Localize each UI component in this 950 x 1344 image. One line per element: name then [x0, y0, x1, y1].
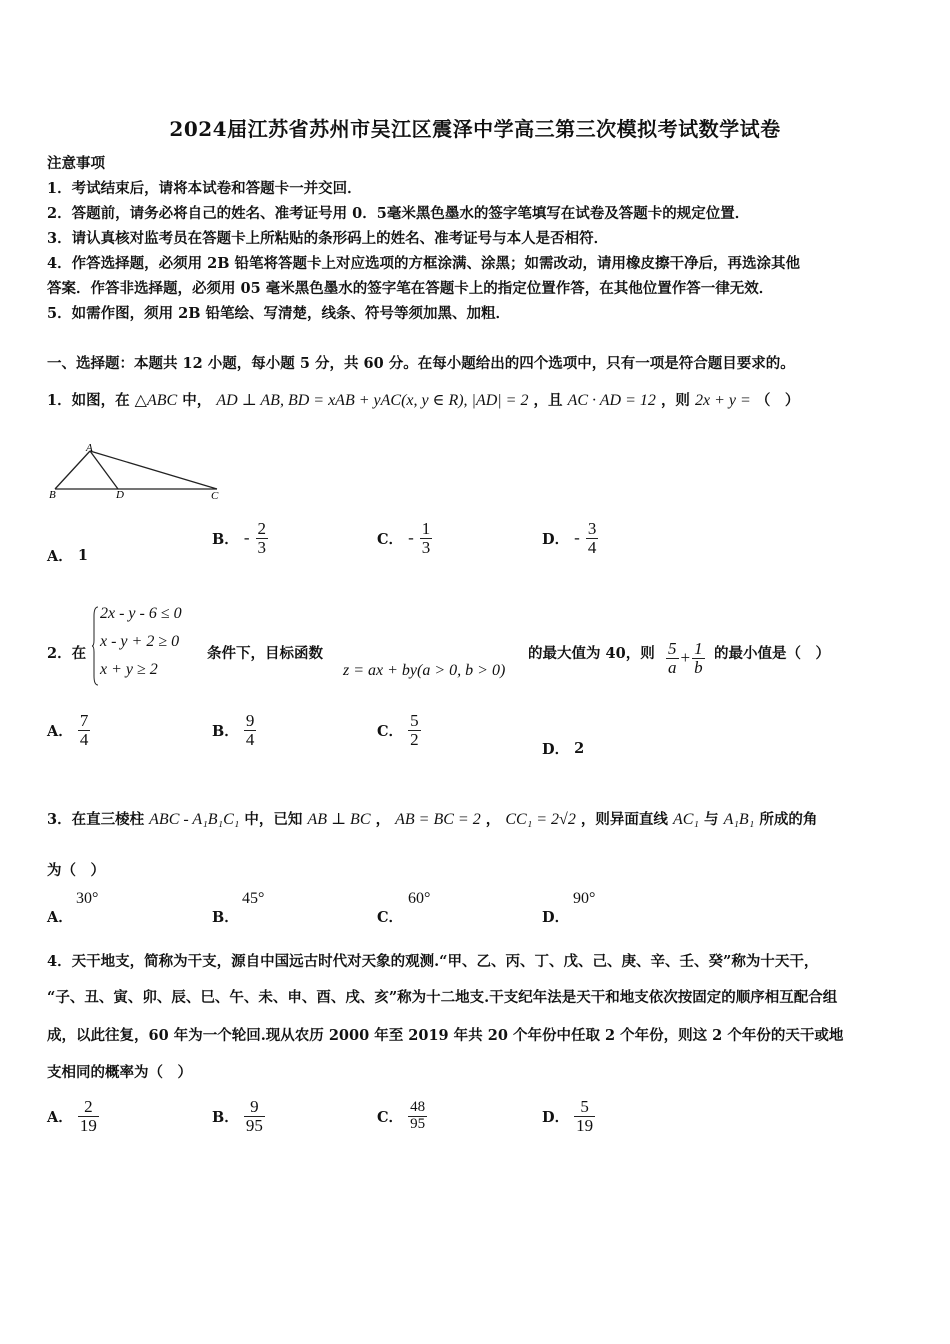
q3-mid: ，则异面直线 — [580, 811, 668, 828]
numerator: 5 — [410, 711, 419, 730]
numerator: 48 — [410, 1099, 426, 1115]
q2-objective: z = ax + by(a > 0, b > 0) — [343, 662, 506, 679]
vertex-c-label: C — [211, 490, 219, 502]
numerator: 5 — [668, 639, 677, 658]
fraction — [244, 1098, 265, 1135]
q2-option-c[interactable] — [377, 712, 421, 749]
q1-triangle: △ABC — [134, 392, 178, 409]
q3-option-b[interactable] — [212, 906, 239, 927]
q3-equal-sides: AB = BC = 2 — [395, 811, 481, 828]
option-value: 60° — [408, 890, 431, 907]
fraction — [574, 1098, 595, 1135]
option-label: D． — [542, 741, 570, 758]
option-label: B． — [212, 909, 239, 926]
q3-line2: 为（ ） — [47, 862, 105, 879]
option-value: 2 — [574, 740, 585, 757]
q2-tail: 的最小值是（ ） — [714, 645, 830, 662]
numerator: 9 — [245, 711, 255, 730]
note-item: 3．请认真核对监考员在答题卡上所粘贴的条形码上的姓名、准考证号与本人是否相符． — [47, 230, 609, 247]
constraint-line: 2x - y - 6 ≤ 0 — [100, 605, 182, 622]
q1-stem — [47, 389, 799, 410]
edge-ad — [90, 451, 118, 489]
constraint-line: x - y + 2 ≥ 0 — [100, 633, 180, 650]
q2-option-a[interactable] — [47, 712, 90, 749]
q4-option-a[interactable] — [47, 1098, 99, 1135]
q3-yu: 与 — [704, 811, 719, 828]
fraction — [408, 712, 421, 749]
q1-expression: 2x + y = — [695, 392, 751, 409]
option-label: A． — [47, 548, 73, 565]
q1-dot-product: AC · AD = 12 — [567, 392, 656, 409]
q2-expression — [666, 640, 705, 677]
brace-icon — [92, 606, 98, 686]
q2-option-b[interactable] — [212, 712, 256, 749]
minus-sign: - — [408, 528, 414, 548]
q2-option-d[interactable] — [542, 738, 584, 759]
option-label: B． — [212, 1108, 239, 1126]
q1-prefix: 1．如图，在 — [47, 392, 130, 409]
denominator: 95 — [410, 1115, 426, 1132]
q3-comma: ， — [485, 811, 501, 828]
numerator: 1 — [421, 519, 431, 538]
q4-option-c[interactable] — [377, 1100, 427, 1133]
fraction — [78, 1098, 99, 1135]
fraction — [78, 712, 91, 749]
plus-sign: + — [680, 648, 691, 668]
numerator: 5 — [580, 1097, 589, 1116]
denominator: 19 — [79, 1115, 97, 1135]
option-label: C． — [377, 530, 404, 548]
q2-mid: 条件下，目标函数 — [207, 645, 323, 662]
q1-option-b[interactable] — [212, 520, 268, 557]
q3-zhong: 中，已知 — [244, 811, 303, 828]
option-label: A． — [47, 909, 73, 926]
note-item: 5．如需作图，须用 2B 铅笔绘、写清楚，线条、符号等须加黑、加粗． — [47, 305, 511, 322]
denominator: 95 — [245, 1115, 263, 1135]
q3-comma: ， — [375, 811, 391, 828]
vertex-b-label: B — [49, 489, 56, 501]
q3-stem — [47, 808, 817, 829]
numerator: 2 — [84, 1097, 93, 1116]
q4-line: 支相同的概率为（ ） — [47, 1064, 192, 1081]
q3-prefix: 3．在直三棱柱 — [47, 811, 145, 828]
q1-condition: AD ⊥ AB, BD = xAB + yAC(x, y ∈ R), |AD| = 2 — [216, 392, 529, 409]
q3-tail: 所成的角 — [759, 811, 818, 828]
denominator: b — [694, 657, 703, 677]
q3-perpendicular: AB ⊥ BC — [307, 811, 371, 828]
fraction — [666, 640, 679, 677]
q4-option-d[interactable] — [542, 1098, 595, 1135]
q3-option-d[interactable] — [542, 906, 569, 927]
q1-option-c[interactable] — [377, 520, 432, 557]
edge-ac — [90, 451, 217, 489]
option-value: 90° — [573, 890, 596, 907]
q2-prefix: 2．在 — [47, 645, 87, 662]
fraction — [244, 712, 257, 749]
denominator: 3 — [421, 537, 431, 557]
option-value: 30° — [76, 890, 99, 907]
note-item: 1．考试结束后，请将本试卷和答题卡一并交回． — [47, 180, 362, 197]
constraint-line: x + y ≥ 2 — [100, 661, 158, 678]
q3-cc1: CC₁ = 2√2 — [505, 811, 576, 828]
note-item: 答案．作答非选择题，必须用 05 毫米黑色墨水的签字笔在答题卡上的指定位置作答，在其他位置作答一律无效． — [47, 280, 774, 297]
note-item: 4．作答选择题，必须用 2B 铅笔将答题卡上对应选项的方框涂满、涂黑；如需改动，请用橡皮擦干净后，再选涂其他 — [47, 255, 801, 272]
q1-option-d[interactable] — [542, 520, 598, 557]
numerator: 9 — [250, 1097, 259, 1116]
q4-line: 成，以此往复，60 年为一个轮回.现从农历 2000 年至 2019 年共 20 个年份中任取 2 个年份，则这 2 个年份的天干或地 — [47, 1027, 844, 1044]
denominator: 19 — [576, 1115, 594, 1135]
fraction — [420, 520, 433, 557]
triangle-figure — [45, 440, 225, 505]
option-label: A． — [47, 1108, 73, 1126]
q1-zhong: 中， — [182, 392, 212, 409]
numerator: 3 — [587, 519, 597, 538]
option-label: D． — [542, 909, 570, 926]
page-title: 2024届江苏省苏州市吴江区震泽中学高三第三次模拟考试数学试卷 — [169, 117, 781, 141]
denominator: 4 — [245, 729, 255, 749]
option-label: D． — [542, 530, 570, 548]
numerator: 7 — [79, 711, 89, 730]
option-label: C． — [377, 722, 404, 740]
option-value: 1 — [77, 547, 88, 564]
option-value: 45° — [242, 890, 265, 907]
q1-paren: （ ） — [755, 392, 800, 409]
q3-option-a[interactable] — [47, 906, 73, 927]
denominator: 2 — [410, 729, 419, 749]
q1-qie: ，且 — [533, 392, 563, 409]
q3-option-c[interactable] — [377, 906, 403, 927]
q3-line-a1b1: A₁B₁ — [723, 811, 755, 828]
notes-heading: 注意事项 — [47, 155, 105, 172]
vertex-a-label: A — [86, 442, 93, 454]
denominator: a — [668, 657, 677, 677]
q1-option-a[interactable] — [47, 545, 88, 566]
edge-ab — [55, 451, 90, 489]
note-item: 2．答题前，请务必将自己的姓名、准考证号用 0．5毫米黑色墨水的签字笔填写在试卷及答题卡的规定位置． — [47, 205, 750, 222]
q4-option-b[interactable] — [212, 1098, 265, 1135]
minus-sign: - — [574, 528, 580, 548]
q2-after: 的最大值为 40，则 — [528, 645, 655, 662]
option-label: C． — [377, 909, 404, 926]
denominator: 4 — [79, 729, 89, 749]
option-label: D． — [542, 1108, 570, 1126]
fraction — [586, 520, 599, 557]
constraint-system — [100, 600, 182, 684]
minus-sign: - — [243, 528, 250, 548]
q1-ze: ，则 — [660, 392, 690, 409]
option-label: A． — [47, 722, 73, 740]
fraction — [692, 640, 705, 677]
vertex-d-label: D — [116, 489, 124, 501]
numerator: 2 — [257, 519, 266, 538]
q4-line: 4．天干地支，简称为干支，源自中国远古时代对天象的观测.“甲、乙、丙、丁、戊、己、庚、辛、壬、癸”称为十天干， — [47, 953, 819, 970]
fraction — [408, 1100, 427, 1133]
q3-line-ac1: AC₁ — [672, 811, 699, 828]
q4-line: “子、丑、寅、卯、辰、巳、午、未、申、酉、戌、亥”称为十二地支.干支纪年法是天干和地支依次按固定的顺序相互配合组 — [47, 989, 838, 1006]
section-heading: 一、选择题：本题共 12 小题，每小题 5 分，共 60 分。在每小题给出的四个选项中，只有一项是符合题目要求的。 — [47, 355, 795, 372]
fraction — [256, 520, 269, 557]
option-label: B． — [212, 722, 239, 740]
option-label: C． — [377, 1108, 404, 1126]
q3-prism: ABC - A₁B₁C₁ — [149, 811, 240, 828]
denominator: 4 — [587, 537, 597, 557]
denominator: 3 — [257, 537, 266, 557]
option-label: B． — [212, 530, 239, 548]
numerator: 1 — [694, 639, 703, 658]
